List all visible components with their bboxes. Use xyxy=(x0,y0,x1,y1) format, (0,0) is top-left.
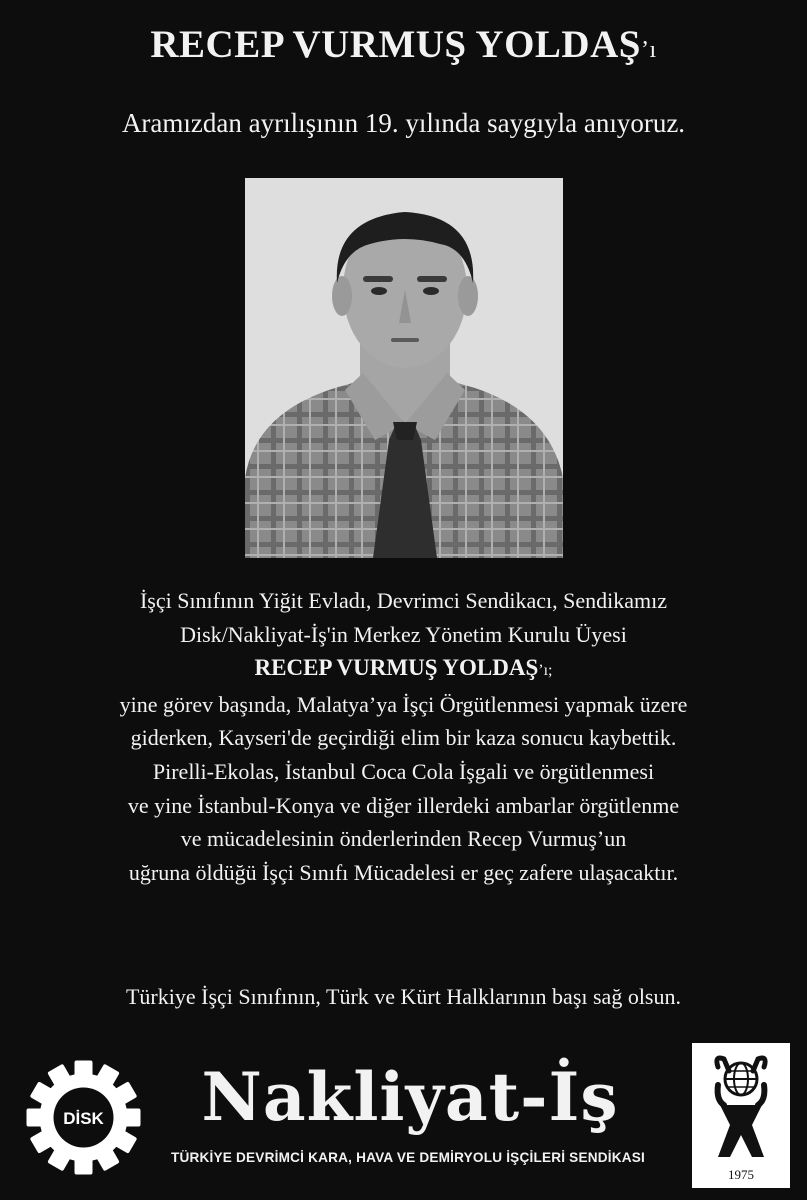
page-title xyxy=(0,22,807,67)
body-line: ve mücadelesinin önderlerinden Recep Vurmuş’un xyxy=(180,826,627,852)
worker-globe-icon xyxy=(694,1045,788,1167)
deceased-name xyxy=(20,651,787,688)
body-line: giderken, Kayseri'de geçirdiği elim bir kaza sonucu kaybettik. xyxy=(130,725,677,751)
body-line: ve yine İstanbul-Konya ve diğer illerdeki ambarlar örgütlenme xyxy=(127,792,680,818)
announcement-body xyxy=(20,584,787,889)
body-line: yine görev başında, Malatya’ya İşçi Örgütlenmesi yapmak üzere xyxy=(119,691,688,717)
body-line: uğruna öldüğü İşçi Sınıfı Mücadelesi er geç zafere ulaşacaktır. xyxy=(128,859,679,885)
title-name: RECEP VURMUŞ YOLDAŞ xyxy=(150,23,641,66)
deceased-name-suffix: ’ı; xyxy=(538,662,553,680)
subtitle: Aramızdan ayrılışının 19. yılında saygıyla anıyoruz. xyxy=(121,108,686,138)
deceased-name-text: RECEP VURMUŞ YOLDAŞ xyxy=(254,655,539,681)
body-line: Disk/Nakliyat-İş'in Merkez Yönetim Kurulu Üyesi xyxy=(180,621,627,647)
title-suffix: ’ı xyxy=(640,37,657,63)
portrait-photo xyxy=(245,178,563,558)
closing-line: Türkiye İşçi Sınıfının, Türk ve Kürt Halklarının başı sağ olsun. xyxy=(125,984,681,1009)
emblem-year: 1975 xyxy=(728,1167,754,1182)
body-line: Pirelli-Ekolas, İstanbul Coca Cola İşgali ve örgütlenmesi xyxy=(152,758,655,784)
disk-gear-logo-icon xyxy=(26,1060,141,1175)
union-full-name: TÜRKİYE DEVRİMCİ KARA, HAVA VE DEMİRYOLU İŞÇİLERİ SENDİKASI xyxy=(170,1150,646,1165)
brand-name: Nakliyat-İş xyxy=(201,1058,619,1136)
union-emblem xyxy=(692,1043,790,1188)
disk-logo-text: DİSK xyxy=(63,1109,104,1128)
body-line: İşçi Sınıfının Yiğit Evladı, Devrimci Sendikacı, Sendikamız xyxy=(139,588,668,613)
